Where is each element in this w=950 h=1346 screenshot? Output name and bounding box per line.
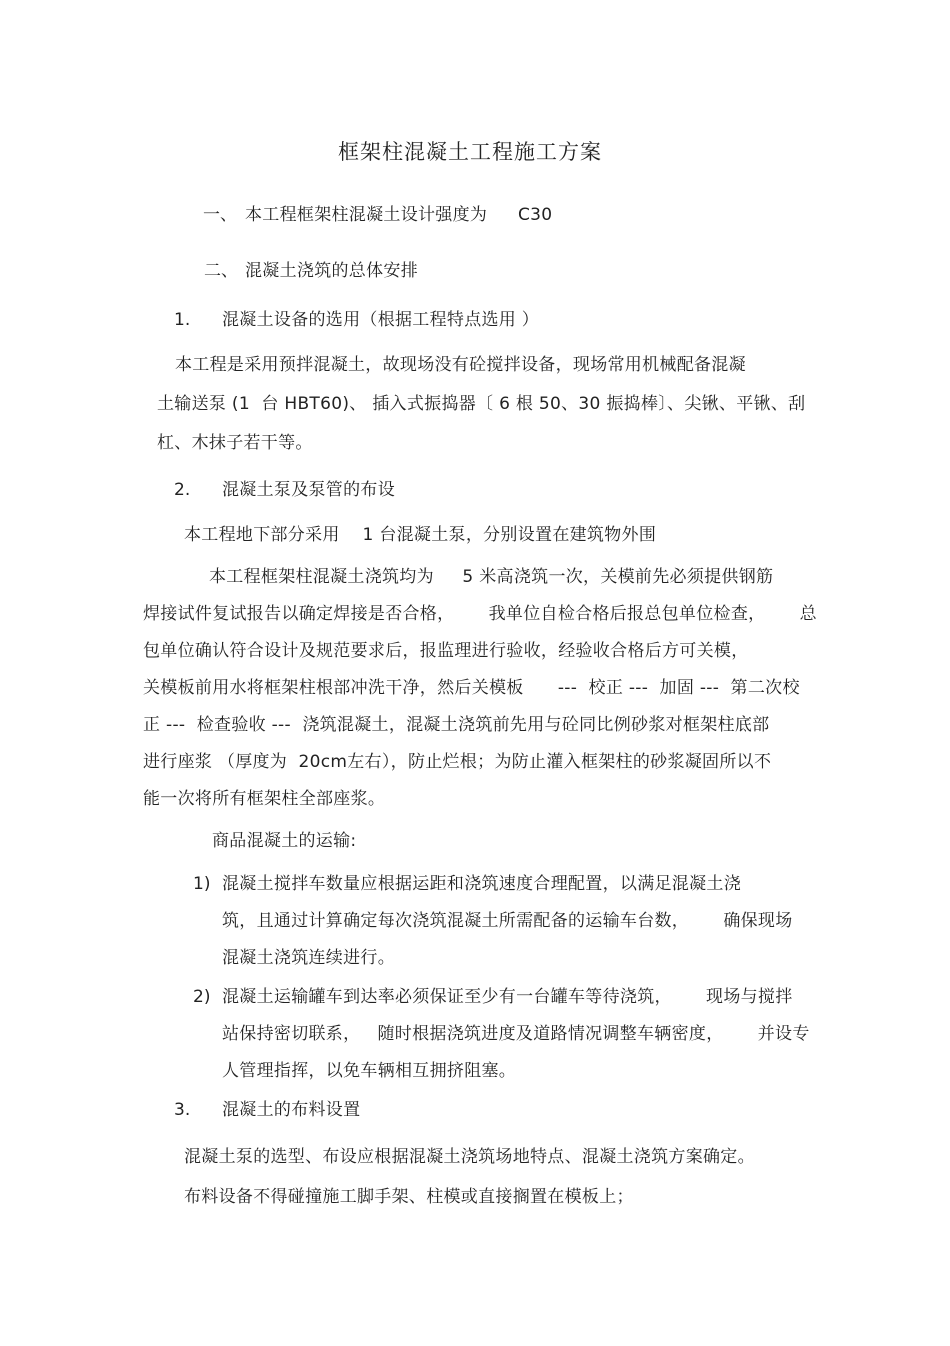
item-2-line: 能一次将所有框架柱全部座浆。	[143, 789, 386, 809]
item-1-line: 本工程是采用预拌混凝土，故现场没有砼搅拌设备，现场常用机械配备混凝	[175, 355, 746, 375]
item-2-number: 2.	[174, 480, 191, 500]
item-3-heading: 混凝土的布料设置	[222, 1100, 361, 1120]
transport-item-1-line: 混凝土浇筑连续进行。	[222, 948, 395, 968]
transport-item-1-line: 混凝土搅拌车数量应根据运距和浇筑速度合理配置，以满足混凝土浇	[222, 874, 741, 894]
transport-heading: 商品混凝土的运输:	[212, 831, 357, 851]
item-3-number: 3.	[174, 1100, 191, 1120]
item-1-line: 杠、木抹子若干等。	[157, 433, 313, 453]
item-2-line: 正 --- 检查验收 --- 浇筑混凝土，混凝土浇筑前先用与砼同比例砂浆对框架柱底部	[143, 715, 770, 735]
item-1-heading: 混凝土设备的选用（根据工程特点选用 ）	[222, 310, 540, 330]
item-2-line: 包单位确认符合设计及规范要求后，报监理进行验收，经验收合格后方可关模，	[143, 641, 749, 661]
section-2-marker: 二、	[204, 261, 238, 281]
item-2-heading: 混凝土泵及泵管的布设	[222, 480, 395, 500]
item-2-line: 本工程框架柱混凝土浇筑均为 5 米高浇筑一次，关模前先必须提供钢筋	[209, 567, 774, 587]
item-1-line: 土输送泵 (1 台 HBT60)、 插入式振捣器〔 6 根 50、30 振捣棒〕、尖锹、平锹、刮	[157, 394, 806, 414]
section-1-marker: 一、	[203, 205, 237, 225]
transport-item-2-number: 2)	[193, 987, 211, 1007]
transport-item-1-line: 筑，且通过计算确定每次浇筑混凝土所需配备的运输车台数， 确保现场	[222, 911, 793, 931]
item-3-line: 混凝土泵的选型、布设应根据混凝土浇筑场地特点、混凝土浇筑方案确定。	[184, 1147, 755, 1167]
transport-item-2-line: 混凝土运输罐车到达率必须保证至少有一台罐车等待浇筑， 现场与搅拌	[222, 987, 793, 1007]
item-1-number: 1.	[174, 310, 191, 330]
item-2-line: 进行座浆 （厚度为 20cm左右），防止烂根；为防止灌入框架柱的砂浆凝固所以不	[143, 752, 772, 772]
item-2-line: 关模板前用水将框架柱根部冲洗干净，然后关模板 --- 校正 --- 加固 --- 第二次校	[143, 678, 800, 698]
transport-item-2-line: 人管理指挥，以免车辆相互拥挤阻塞。	[222, 1061, 517, 1081]
section-2-text: 混凝土浇筑的总体安排	[245, 261, 418, 281]
transport-item-1-number: 1)	[193, 874, 211, 894]
page-title: 框架柱混凝土工程施工方案	[338, 140, 602, 164]
item-2-line: 焊接试件复试报告以确定焊接是否合格， 我单位自检合格后报总包单位检查， 总	[143, 604, 817, 624]
section-1-text: 本工程框架柱混凝土设计强度为	[245, 205, 488, 225]
transport-item-2-line: 站保持密切联系， 随时根据浇筑进度及道路情况调整车辆密度， 并设专	[222, 1024, 810, 1044]
item-3-line: 布料设备不得碰撞施工脚手架、柱模或直接搁置在模板上；	[184, 1187, 634, 1207]
item-2-intro: 本工程地下部分采用 1 台混凝土泵，分别设置在建筑物外围	[184, 525, 657, 545]
section-1-value: C30	[518, 205, 553, 225]
